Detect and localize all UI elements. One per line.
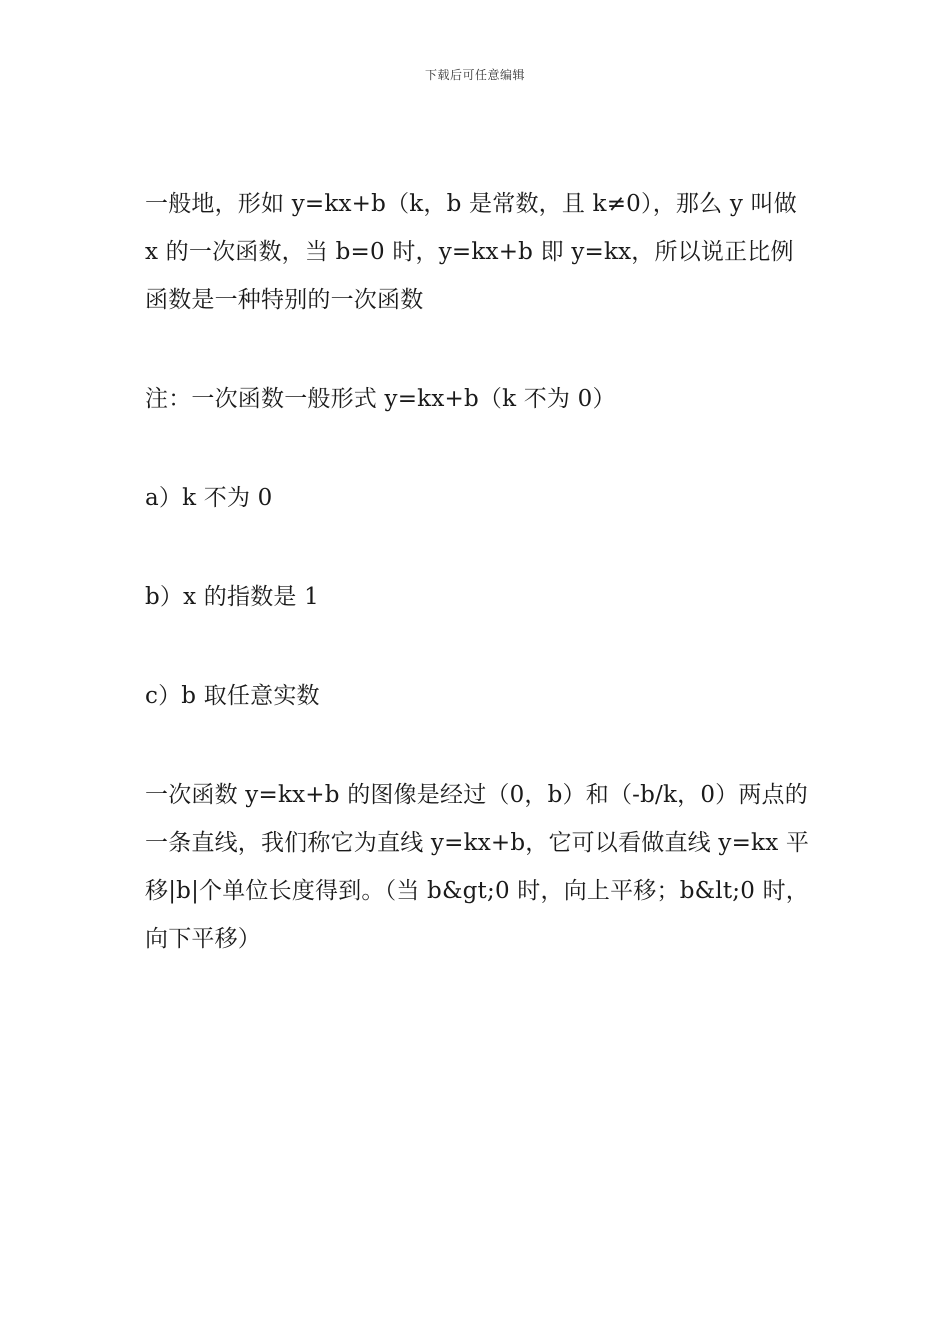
paragraph-spacer [145,423,813,474]
page-header-note: 下载后可任意编辑 [424,68,525,82]
paragraph-note: 注：一次函数一般形式 y=kx+b（k 不为 0） [145,386,616,412]
paragraph-spacer [145,522,813,573]
paragraph-graph: 一次函数 y=kx+b 的图像是经过（0，b）和（-b/k，0）两点的一条直线，我们称它为直线 y=kx+b，它可以看做直线 y=kx 平移|b|个单位长度得到。（当 b&gt;0 时，向上平移；b&lt;0 时，向下平移） [145,782,810,952]
document-body [145,180,813,963]
paragraph-definition: 一般地，形如 y=kx+b（k，b 是常数，且 k≠0），那么 y 叫做 x 的一次函数，当 b=0 时，y=kx+b 即 y=kx，所以说正比例函数是一种特别的一次函数 [145,191,797,313]
list-item-c: c）b 取任意实数 [145,683,320,709]
paragraph-spacer [145,324,813,375]
paragraph-spacer [145,621,813,672]
list-item-a: a）k 不为 0 [145,485,273,511]
paragraph-spacer [145,720,813,771]
list-item-b: b）x 的指数是 1 [145,584,319,610]
